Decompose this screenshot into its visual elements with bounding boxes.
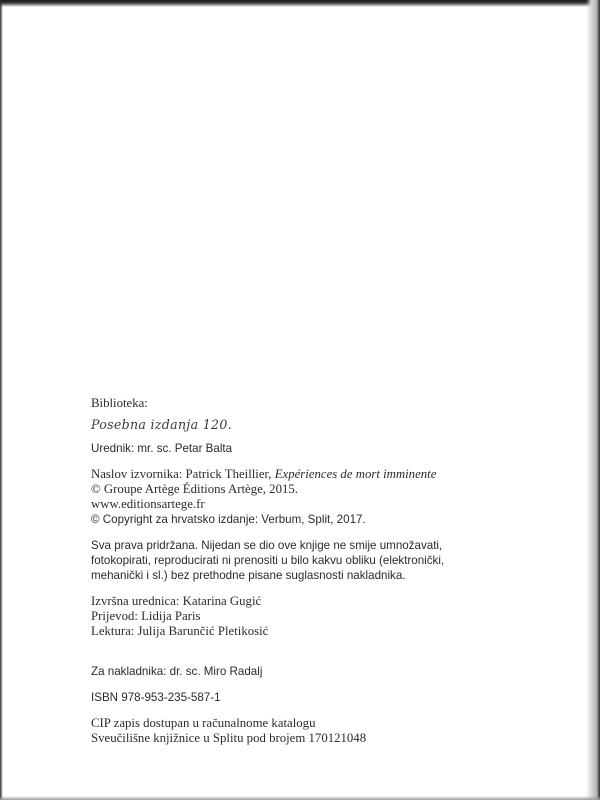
copyright-croatian: © Copyright za hrvatsko izdanje: Verbum, Split, 2017. xyxy=(91,513,366,526)
executive-editor: Izvršna urednica: Katarina Gugić xyxy=(91,594,262,608)
scan-edge-left xyxy=(0,0,3,800)
original-title-prefix: Naslov izvornika: Patrick Theillier, xyxy=(91,467,275,481)
publisher-website: www.editionsartege.fr xyxy=(91,497,205,511)
original-title-line xyxy=(91,467,591,482)
editor-line: Urednik: mr. sc. Petar Balta xyxy=(91,442,233,455)
colophon xyxy=(91,396,591,746)
rights-line-3: mehanički i sl.) bez prethodne pisane suglasnosti nakladnika. xyxy=(91,569,406,582)
library-label: Biblioteka: xyxy=(91,396,148,410)
original-title-italic: Expériences de mort imminente xyxy=(274,467,437,481)
scan-edge-bottom xyxy=(0,796,600,800)
scan-edge-top xyxy=(0,0,600,7)
proofreading-credit: Lektura: Julija Barunčić Pletikosić xyxy=(91,624,269,638)
cip-line-2: Sveučilišne knjižnice u Splitu pod brojem 170121048 xyxy=(91,731,367,745)
rights-line-1: Sva prava pridržana. Nijedan se dio ove knjige ne smije umnožavati, xyxy=(91,539,443,552)
cip-line-1: CIP zapis dostupan u računalnome katalogu xyxy=(91,716,316,730)
publisher-representative: Za nakladnika: dr. sc. Miro Radalj xyxy=(91,665,263,678)
copyright-original: © Groupe Artège Éditions Artège, 2015. xyxy=(91,482,298,496)
library-series: Posebna izdanja 120. xyxy=(91,417,232,432)
isbn: ISBN 978-953-235-587-1 xyxy=(91,691,221,704)
rights-line-2: fotokopirati, reproducirati ni prenositi u bilo kakvu obliku (elektronički, xyxy=(91,554,445,567)
translation-credit: Prijevod: Lidija Paris xyxy=(91,609,201,623)
